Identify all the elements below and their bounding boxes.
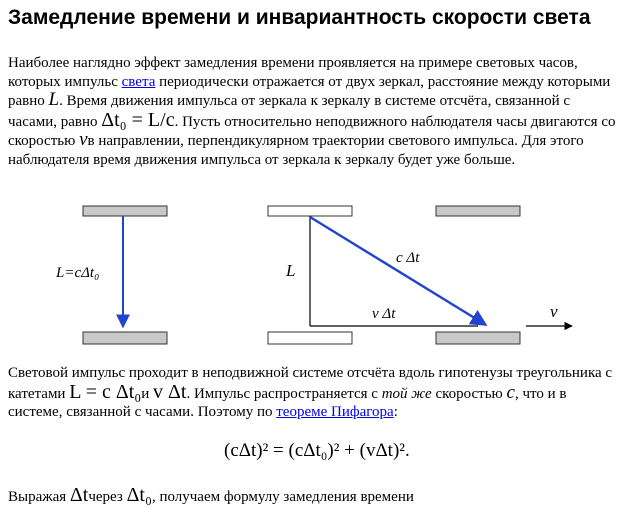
text: Наиболее наглядно эффект замедления времени проявляется на примере световых часов, которых импульс [8, 55, 578, 90]
page-title: Замедление времени и инвариантность скорости света [8, 6, 591, 29]
text: Световой импульс проходит в неподвижной системе отсчёта вдоль гипотенузы треугольника с катетами [8, 365, 613, 402]
paragraph-hypotenuse [8, 364, 620, 422]
label-left-L: L=cΔt₀ [56, 265, 100, 281]
math-v: v [79, 129, 88, 150]
text: в направлении, перпендикулярном траектории светового импульса. Для этого наблюдателя время движения импульса от зеркала к зеркалу будет уже больше. [8, 133, 584, 168]
mirror-top-end [436, 206, 520, 216]
link-pythagoras[interactable]: теореме Пифагора [276, 404, 394, 420]
text: Выражая [8, 489, 70, 505]
text: . Время движения импульса от зеркала к зеркалу в системе отсчёта, связанной с часами, равно [8, 93, 571, 130]
emphasis: той же [381, 385, 432, 402]
math-c: c [506, 381, 515, 403]
text: через [88, 489, 127, 505]
link-light[interactable]: света [121, 73, 156, 90]
hypotenuse-light-path [310, 217, 486, 325]
text: , получаем формулу замедления времени [151, 489, 414, 505]
label-c-dt: c Δt [396, 250, 420, 266]
label-v-dt: v Δt [372, 306, 396, 322]
mirror-bottom-left [83, 332, 167, 344]
mirror-top-left [83, 206, 167, 216]
math-dt: Δt [69, 484, 89, 506]
text: . Пусть относительно неподвижного наблюдателя часы двигаются со скоростью [8, 113, 616, 149]
label-L: L [286, 261, 296, 280]
math-dt0: Δt₀ [126, 484, 152, 506]
text: и [141, 385, 154, 402]
label-v: v [550, 302, 558, 321]
paragraph-conclusion [8, 486, 620, 507]
math-dt0-equation: Δt₀ = L/c [101, 108, 175, 131]
text: . Импульс распространяется с [186, 385, 382, 402]
text: : [393, 404, 398, 420]
text: скоростью [431, 385, 507, 402]
math-v-dt: v Δt [153, 380, 187, 403]
math-L: L [48, 89, 60, 110]
mirror-top-start [268, 206, 352, 216]
math-L-eq: L = c Δt₀ [69, 380, 142, 403]
mirror-bottom-end [436, 332, 520, 344]
mirror-bottom-start [268, 332, 352, 344]
text: , что и в системе, связанной с часами. Поэтому по [8, 385, 567, 420]
text: периодически отражается от двух зеркал, расстояние между которыми равно [8, 73, 611, 109]
pythagoras-formula: (cΔt)² = (cΔt₀)² + (vΔt)². [224, 440, 410, 461]
